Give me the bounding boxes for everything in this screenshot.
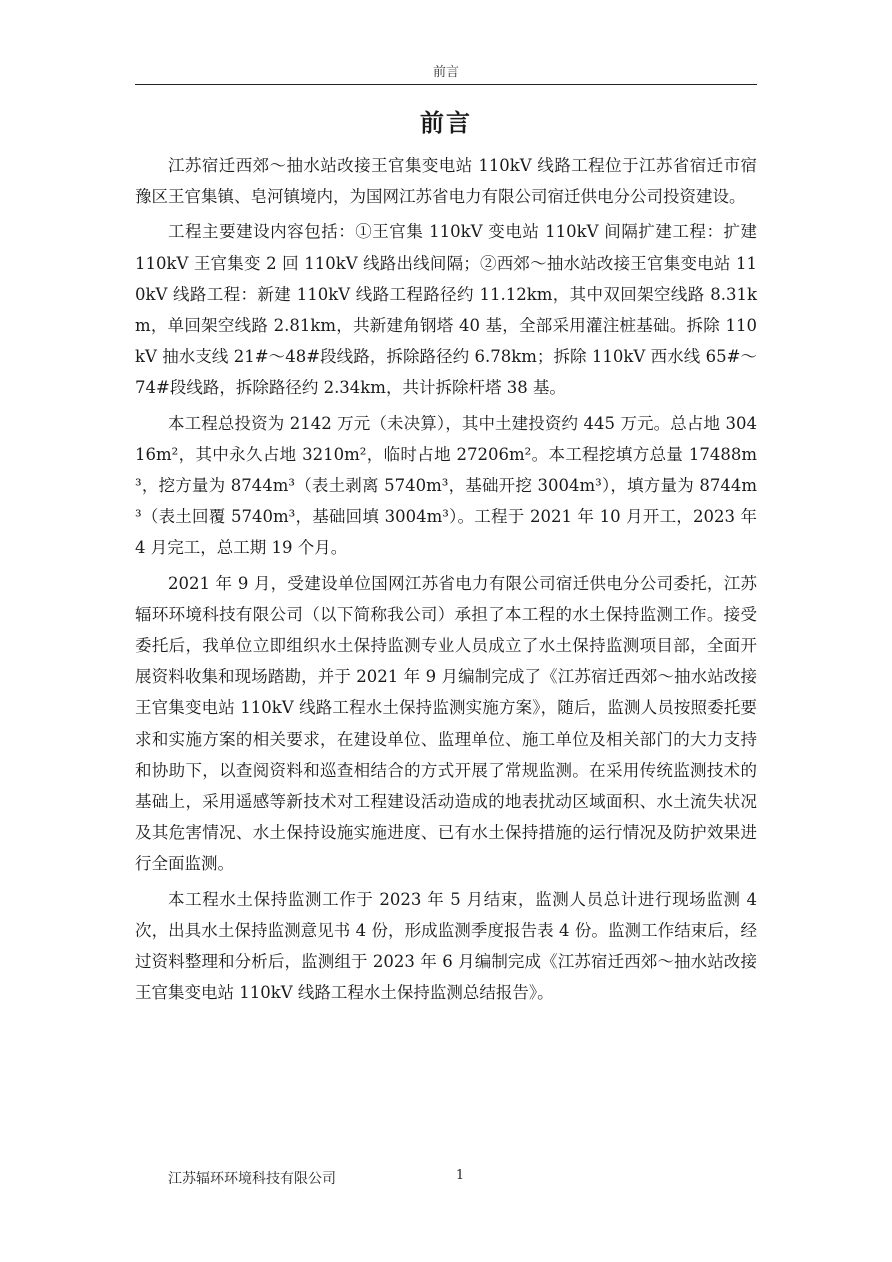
running-header: 前言 [432,65,459,80]
paragraph-conclusion: 本工程水土保持监测工作于 2023 年 5 月结束，监测人员总计进行现场监测 4 次，出具水土保持监测意见书 4 份，形成监测季度报告表 4 份。监测工作结束后，经过资料整理和分析后，监测组于 2023 年 6 月编制完成《江苏宿迁西郊～抽水站改接王官集变电站 110kV 线路工程水土保持监测总结报告》。 [135,889,757,1003]
body-text [135,150,757,1012]
header-divider [135,84,757,85]
paragraph-scope: 工程主要建设内容包括：①王官集 110kV 变电站 110kV 间隔扩建工程：扩建 110kV 王官集变 2 回 110kV 线路出线间隔；②西郊～抽水站改接王官集变电站 110kV 线路工程：新建 110kV 线路工程路径约 11.12km，其中双回架空线路 8.31km，单回架空线路 2.81km，共新建角钢塔 40 基，全部采用灌注桩基础。拆除 110kV 抽水支线 21#～48#段线路，拆除路径约 6.78km；拆除 110kV 西水线 65#～74#段线路，拆除路径约 2.34km，共计拆除杆塔 38 基。 [135,222,757,398]
page-title: 前言 [420,108,472,137]
paragraph-commission: 2021 年 9 月，受建设单位国网江苏省电力有限公司宿迁供电分公司委托，江苏辐环环境科技有限公司（以下简称我公司）承担了本工程的水土保持监测工作。接受委托后，我单位立即组织水土保持监测专业人员成立了水土保持监测项目部，全面开展资料收集和现场踏勘，并于 2021 年 9 月编制完成了《江苏宿迁西郊～抽水站改接王官集变电站 110kV 线路工程水土保持监测实施方案》，随后，监测人员按照委托要求和实施方案的相关要求，在建设单位、监理单位、施工单位及相关部门的大力支持和协助下，以查阅资料和巡查相结合的方式开展了常规监测。在采用传统监测技术的基础上，采用遥感等新技术对工程建设活动造成的地表扰动区域面积、水土流失状况及其危害情况、水土保持设施实施进度、已有水土保持措施的运行情况及防护效果进行全面监测。 [135,573,757,874]
paragraph-location: 江苏宿迁西郊～抽水站改接王官集变电站 110kV 线路工程位于江苏省宿迁市宿豫区王官集镇、皂河镇境内，为国网江苏省电力有限公司宿迁供电分公司投资建设。 [135,156,757,207]
footer-company: 江苏辐环环境科技有限公司 [168,1171,336,1187]
page-number: 1 [455,1168,465,1183]
paragraph-investment: 本工程总投资为 2142 万元（未决算），其中土建投资约 445 万元。总占地 30416m²，其中永久占地 3210m²，临时占地 27206m²。本工程挖填方总量 17488m³，挖方量为 8744m³（表土剥离 5740m³，基础开挖 3004m³），填方量为 8744m³（表土回覆 5740m³，基础回填 3004m³）。工程于 2021 年 10 月开工，2023 年 4 月完工，总工期 19 个月。 [135,413,757,558]
